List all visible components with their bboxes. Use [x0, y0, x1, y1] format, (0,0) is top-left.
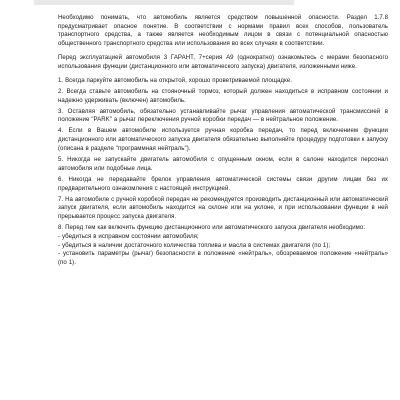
bullet-item: - установить параметры (рычаг) безопасности в положение «нейтраль», обозреваемое положение «нейтраль» (по 1).	[58, 250, 388, 267]
list-item: 3. Оставляя автомобиль, обязательно устанавливайте рычаг управления автоматической трансмиссией в положение "PARK" а рычаг переключения ручной коробки передач — в нейтральное положение.	[58, 107, 388, 124]
list-item: 2. Всегда ставьте автомобиль на стояночный тормоз, который должен находиться в исправном состоянии и надежно удерживать (включен) автомобиль.	[58, 87, 388, 104]
section-intro-paragraph: Перед эксплуатацией автомобиля 3 ГАРАНТ, 7+серия А9 (однократно) ознакомьтесь с мерами безопасного использования функции (дистанционного или автоматического запуска) двигателя, изложенными ниже.	[58, 54, 388, 70]
bullet-list	[58, 233, 388, 268]
list-item: 4. Если в Вашем автомобиле используется ручная коробка передач, то перед включением функции дистанционного или автоматического запуска двигателя обязательно выполняйте процедуру подготовки к запуску (описана в разделе "программная нейтраль").	[58, 127, 388, 152]
intro-paragraph: Необходимо понимать, что автомобиль является средством повышенной опасности. Раздел 1.7.8 предусматривает опасное понятие. В соответствии с нормами правил всех способов, пользователь транспортного средства, а также является необходимым лицом в связи с потенциальной опасностью общественного транспортного средства или использования во всех случаях в соответствии.	[58, 14, 388, 48]
list-item: 6. Никогда не передавайте брелок управления автоматической системы связи другим лицам без их предварительного ознакомления с настоящей инструкцией.	[58, 175, 388, 192]
bullet-item: - убедиться в исправном состоянии автомобиля;	[58, 232, 199, 240]
list-item: 7. На автомобиле с ручной коробкой передач не рекомендуется производить дистанционный или автоматический запуск двигателя, если автомобиль находится на склоне или на уклоне, и при использовании функции в ней прерывается процесс запуска двигателя.	[58, 195, 388, 221]
list-item: 5. Никогда не запускайте двигатель автомобиля с опущенным окном, если в салоне находится персонал автомобиля или подобные лица.	[58, 156, 388, 172]
list-item: 8. Перед тем как включить функцию дистанционного или автоматического запуска двигателя необходимо:	[58, 224, 366, 232]
list-item: 1. Всегда паркуйте автомобиль на открытой, хорошо проветриваемой площадке.	[58, 76, 292, 84]
numbered-list	[58, 77, 388, 233]
document-body	[58, 14, 388, 268]
top-rule	[34, 0, 294, 5]
bullet-item: - убедиться в наличии достаточного количества топлива и масла в системах двигателя (по 1);	[58, 241, 331, 249]
